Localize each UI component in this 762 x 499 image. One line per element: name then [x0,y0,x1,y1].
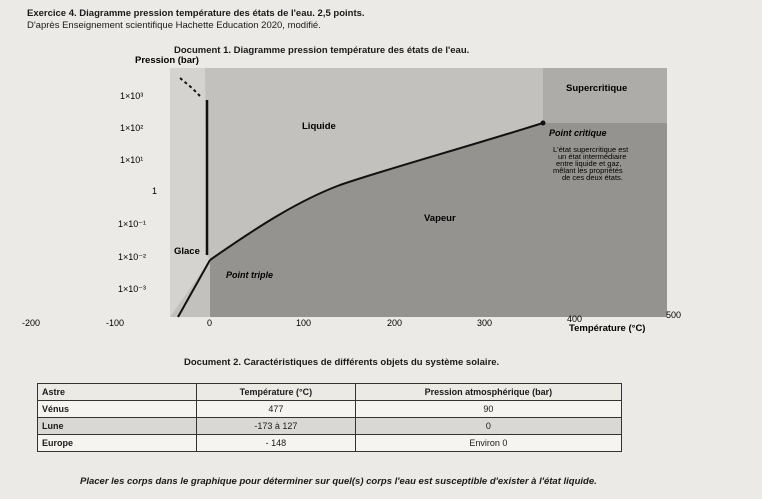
y-tick: 1×10⁻¹ [118,219,147,229]
table-row [38,401,622,418]
y-tick: 1×10³ [120,91,144,101]
ice-label: Glace [174,246,200,257]
cell-astre: Vénus [38,401,197,418]
annotation-line: mêlant les propriétés [553,166,623,175]
cell-temperature: 477 [197,401,356,418]
column-header: Température (°C) [197,384,356,401]
annotation-line: de ces deux états. [562,173,623,182]
document1-title: Document 1. Diagramme pression température des états de l'eau. [174,45,470,56]
critical-point [541,121,546,126]
cell-pression: 0 [355,418,621,435]
x-tick: 400 [567,314,583,324]
x-tick: 100 [296,318,312,328]
exercise-title: Exercice 4. Diagramme pression température des états de l'eau. 2,5 points. [27,8,365,19]
cell-astre: Lune [38,418,197,435]
y-tick: 1×10² [120,123,144,133]
document2-title: Document 2. Caractéristiques de différents objets du système solaire. [184,357,500,368]
x-tick: -200 [22,318,41,328]
y-tick: 1×10⁻³ [118,284,147,294]
column-header: Pression atmosphérique (bar) [355,384,621,401]
supercritical-label: Supercritique [566,83,628,94]
annotation-line: un état intermédiaire [558,152,627,161]
solar-system-table [37,383,622,452]
x-tick: 200 [387,318,403,328]
triple-point-label: Point triple [226,270,273,280]
critical-point-label: Point critique [549,128,607,138]
instruction-text: Placer les corps dans le graphique pour déterminer sur quel(s) corps l'eau est susceptible d'exister à l'état liquide. [80,476,597,487]
annotation-line: L'état supercritique est [553,145,629,154]
cell-astre: Europe [38,435,197,452]
column-header: Astre [38,384,197,401]
table-row [38,418,622,435]
cell-pression: 90 [355,401,621,418]
supercritical-region [543,68,667,123]
table-row [38,435,622,452]
cell-temperature: - 148 [197,435,356,452]
x-axis-label: Température (°C) [569,323,646,334]
exercise-source: D'après Enseignement scientifique Hachette Education 2020, modifié. [27,20,321,31]
x-tick: -100 [106,318,125,328]
y-axis-label: Pression (bar) [135,55,199,66]
table-header-row [38,384,622,401]
x-tick: 0 [207,318,213,328]
cell-temperature: -173 à 127 [197,418,356,435]
y-tick: 1 [152,186,158,196]
liquid-label: Liquide [302,121,336,132]
cell-pression: Environ 0 [355,435,621,452]
y-tick: 1×10⁻² [118,252,147,262]
x-tick: 300 [477,318,493,328]
y-tick: 1×10¹ [120,155,144,165]
x-tick: 500 [666,310,682,320]
vapour-label: Vapeur [424,213,456,224]
annotation-line: entre liquide et gaz, [556,159,622,168]
